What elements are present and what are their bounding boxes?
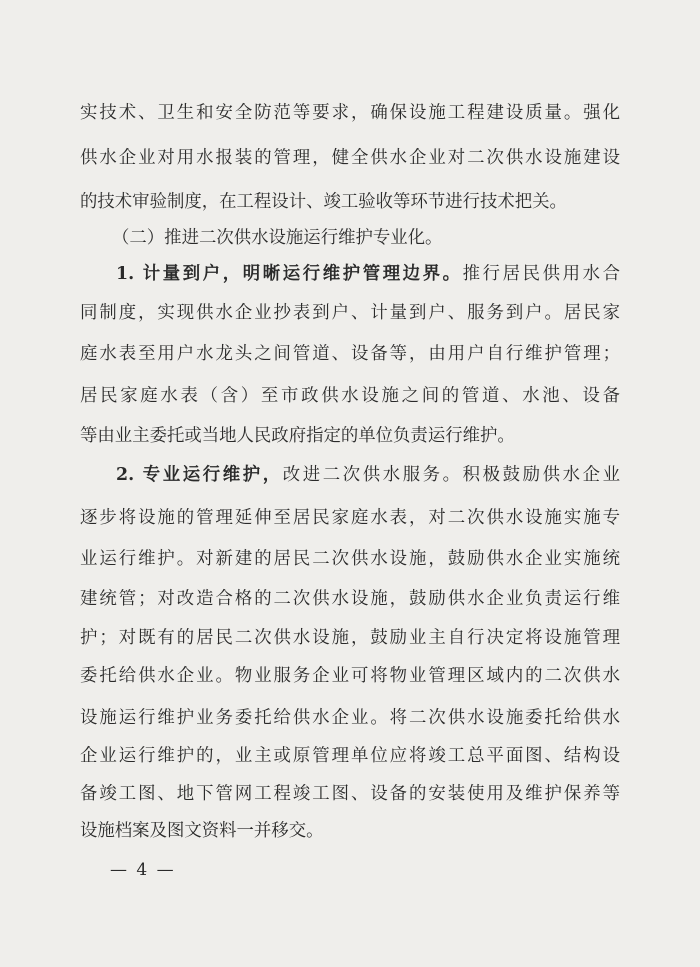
paragraph-line: 建统管；对改造合格的二次供水设施，鼓励供水企业负责运行维 xyxy=(80,589,620,609)
paragraph-line: 居民家庭水表（含）至市政供水设施之间的管道、水池、设备 xyxy=(80,386,620,406)
section-heading: （二）推进二次供水设施运行维护专业化。 xyxy=(112,228,443,248)
item-text: 推行居民供用水合 xyxy=(462,264,620,284)
paragraph-line: 委托给供水企业。物业服务企业可将物业管理区域内的二次供水 xyxy=(80,666,620,686)
paragraph-line: 业运行维护。对新建的居民二次供水设施，鼓励供水企业实施统 xyxy=(80,549,620,569)
paragraph-line: 设施运行维护业务委托给供水企业。将二次供水设施委托给供水 xyxy=(80,708,620,728)
paragraph-line: 同制度，实现供水企业抄表到户、计量到户、服务到户。居民家 xyxy=(80,303,620,323)
paragraph-line: 备竣工图、地下管网工程竣工图、设备的安装使用及维护保养等 xyxy=(80,784,620,804)
paragraph-line: 供水企业对用水报装的管理，健全供水企业对二次供水设施建设 xyxy=(80,148,620,168)
item-text: 改进二次供水服务。积极鼓励供水企业 xyxy=(282,465,620,485)
paragraph-line: 实技术、卫生和安全防范等要求，确保设施工程建设质量。强化 xyxy=(80,103,620,123)
paragraph-line: 护；对既有的居民二次供水设施，鼓励业主自行决定将设施管理 xyxy=(80,628,620,648)
paragraph-line: 的技术审验制度，在工程设计、竣工验收等环节进行技术把关。 xyxy=(80,192,567,212)
paragraph-line xyxy=(116,258,620,290)
item-heading: 2. 专业运行维护， xyxy=(116,465,283,485)
paragraph-line: 庭水表至用户水龙头之间管道、设备等，由用户自行维护管理； xyxy=(80,344,620,364)
paragraph-line: 等由业主委托或当地人民政府指定的单位负责运行维护。 xyxy=(80,426,515,446)
paragraph-line: 企业运行维护的，业主或原管理单位应将竣工总平面图、结构设 xyxy=(80,746,620,766)
item-heading: 1. 计量到户，明晰运行维护管理边界。 xyxy=(116,264,463,284)
paragraph-line: 逐步将设施的管理延伸至居民家庭水表，对二次供水设施实施专 xyxy=(80,508,620,528)
paragraph-line xyxy=(116,459,620,491)
page-number: — 4 — xyxy=(110,860,176,880)
paragraph-line: 设施档案及图文资料一并移交。 xyxy=(80,821,324,841)
